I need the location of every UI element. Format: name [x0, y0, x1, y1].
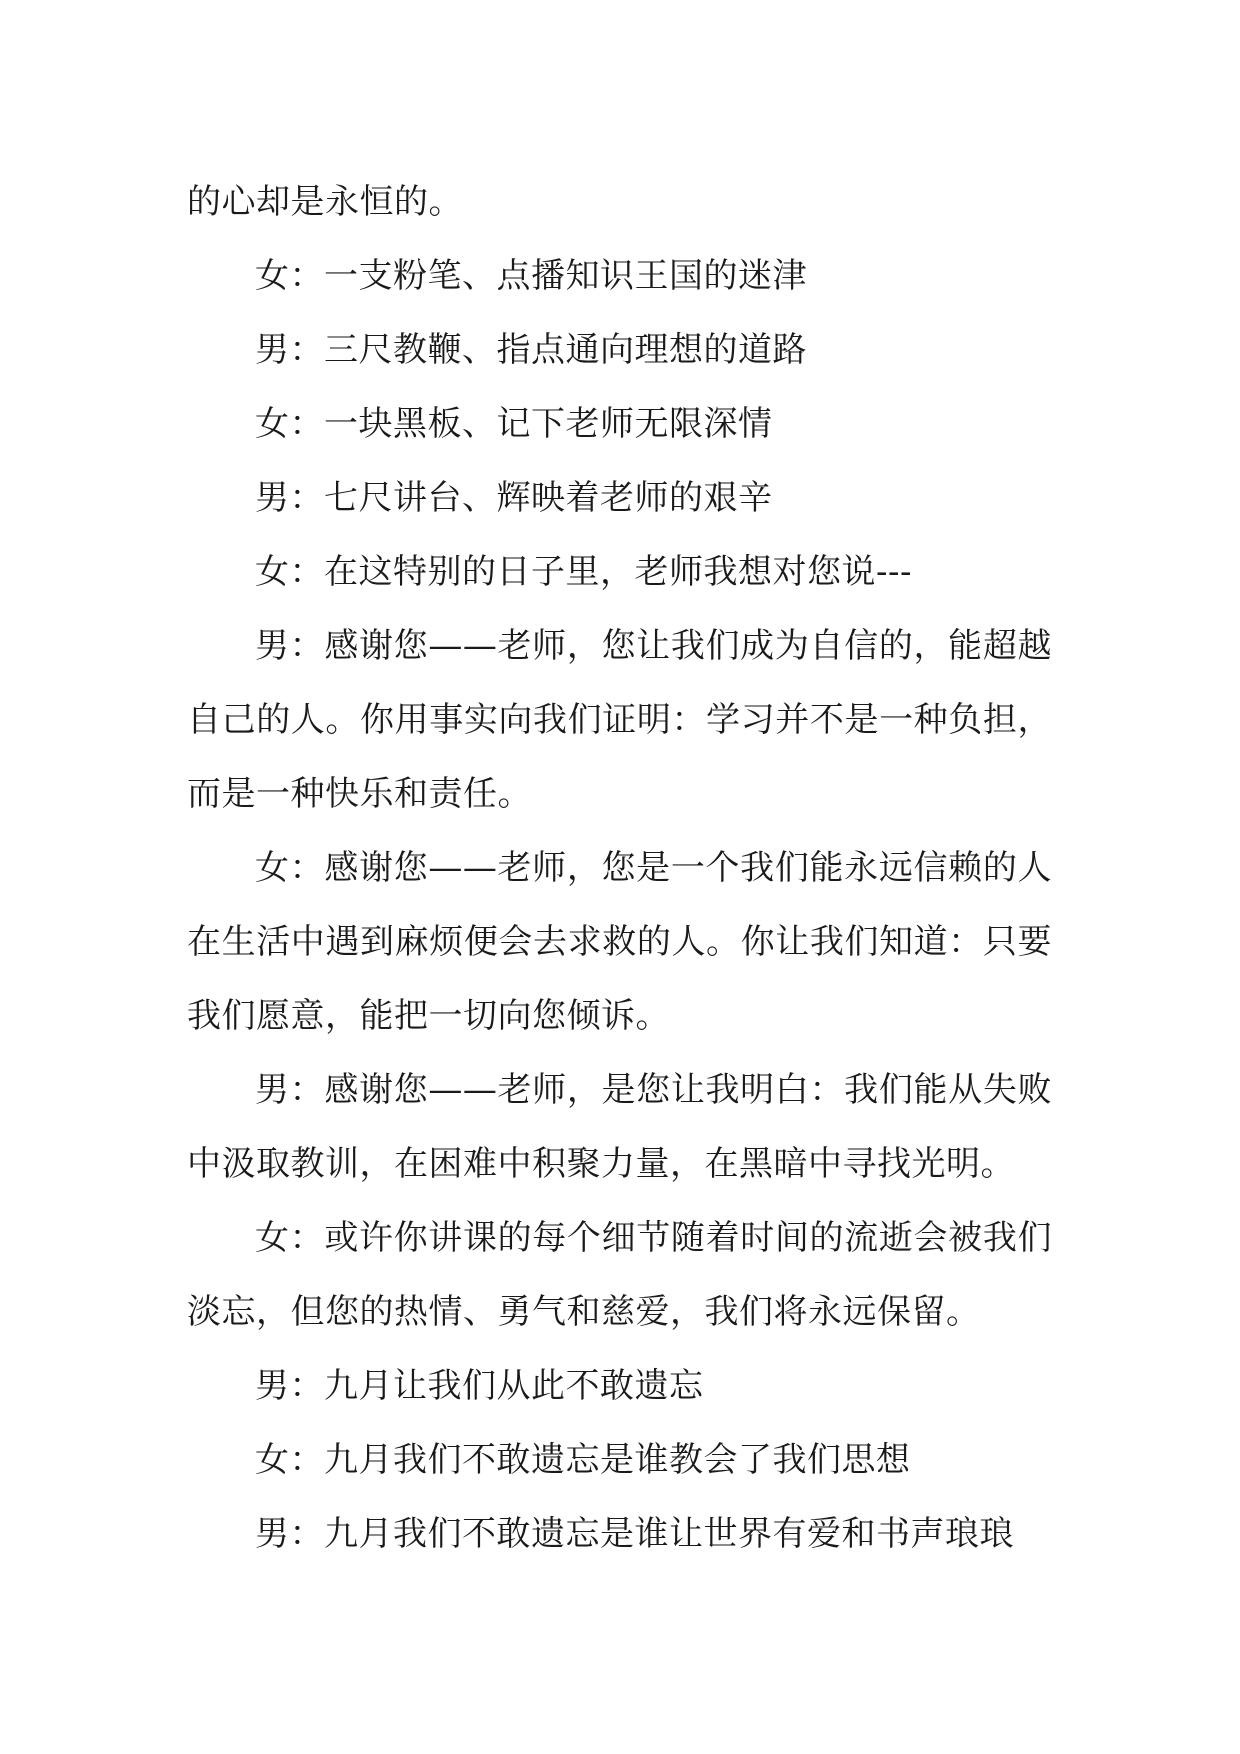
dialogue-line-male: 男：九月让我们从此不敢遗忘 [255, 1366, 704, 1406]
dialogue-line-male: 男：七尺讲台、辉映着老师的艰辛 [255, 478, 773, 518]
dialogue-line-female: 女：九月我们不敢遗忘是谁教会了我们思想 [255, 1440, 911, 1480]
dialogue-line-female: 女：或许你讲课的每个细节随着时间的流逝会被我们淡忘，但您的热情、勇气和慈爱，我们将永远保留。 [187, 1218, 1052, 1332]
dialogue-line-female: 女：一支粉笔、点播知识王国的迷津 [255, 256, 807, 296]
dialogue-line-female: 女：一块黑板、记下老师无限深情 [255, 404, 773, 444]
dialogue-line-female: 女：感谢您——老师，您是一个我们能永远信赖的人在生活中遇到麻烦便会去求救的人。你让我们知道：只要我们愿意，能把一切向您倾诉。 [187, 848, 1052, 1036]
document-body [187, 165, 1052, 1571]
dialogue-line-male: 男：三尺教鞭、指点通向理想的道路 [255, 330, 807, 370]
paragraph-continuation: 的心却是永恒的。 [187, 182, 463, 222]
dialogue-line-male: 男：九月我们不敢遗忘是谁让世界有爱和书声琅琅 [255, 1514, 1014, 1554]
dialogue-line-male: 男：感谢您——老师，是您让我明白：我们能从失败中汲取教训，在困难中积聚力量，在黑暗中寻找光明。 [187, 1070, 1052, 1184]
dialogue-line-female: 女：在这特别的日子里，老师我想对您说--- [255, 552, 912, 592]
dialogue-line-male: 男：感谢您——老师，您让我们成为自信的，能超越自己的人。你用事实向我们证明：学习并不是一种负担，而是一种快乐和责任。 [187, 626, 1052, 814]
